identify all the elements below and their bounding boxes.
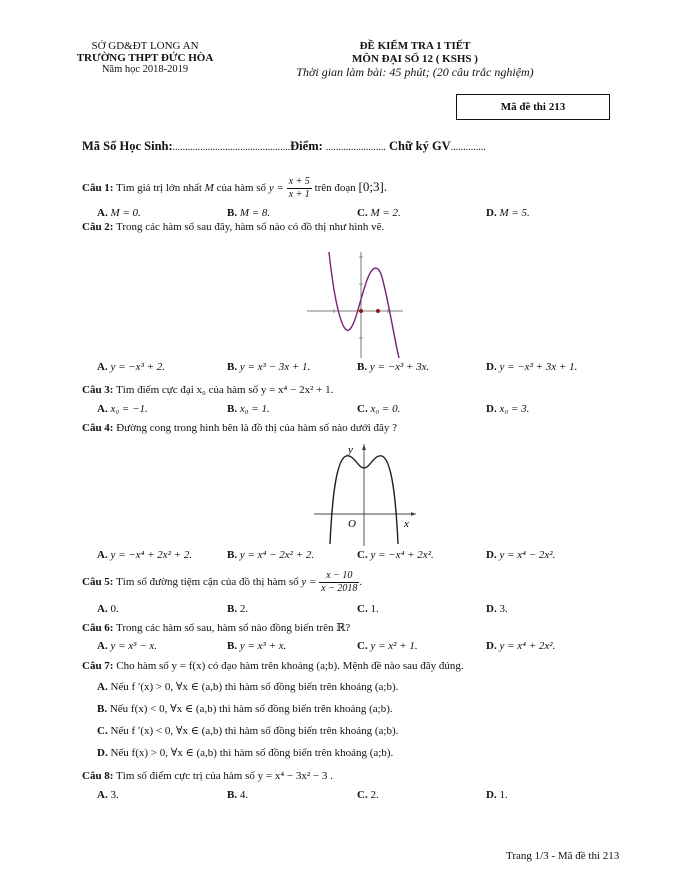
exam-subject: MÔN ĐẠI SỐ 12 ( KSHS ) <box>352 53 478 65</box>
question-3: Câu 3: Tìm điểm cực đại x₀ của hàm số y = x⁴ − 2x² + 1. <box>82 384 334 396</box>
answer-option[interactable]: B. y = x⁴ − 2x² + 2. <box>227 549 315 561</box>
answer-option[interactable]: A. Nếu f ′(x) > 0, ∀x ∈ (a,b) thì hàm số đồng biến trên khoảng (a;b). <box>97 681 399 693</box>
fraction: $\frac{x + 5}{x + 1}$ <box>288 176 310 200</box>
answer-option[interactable]: D. y = x⁴ + 2x². <box>486 640 556 652</box>
exam-header <box>270 40 560 79</box>
question-label: Câu 1: <box>82 182 114 195</box>
exam-duration: Thời gian làm bài: 45 phút; (20 câu trắc nghiệm) <box>296 65 534 79</box>
school-name: TRƯỜNG THPT ĐỨC HÒA <box>76 52 214 64</box>
school-year: Năm học 2018-2019 <box>101 64 189 75</box>
score-label: Điểm: <box>290 139 323 153</box>
question-8: Câu 8: Tìm số điểm cực trị của hàm số y = x⁴ − 3x² − 3 . <box>82 770 333 782</box>
quartic-graph-figure <box>312 440 420 548</box>
answer-option[interactable]: B. 4. <box>227 789 249 801</box>
answer-option[interactable]: D. y = x⁴ − 2x². <box>486 549 556 561</box>
answer-option[interactable]: D. y = −x³ + 3x + 1. <box>486 361 578 373</box>
origin-label: O <box>348 518 356 530</box>
student-info-line <box>82 139 486 154</box>
answer-option[interactable]: C. y = −x⁴ + 2x². <box>357 549 434 561</box>
answer-option[interactable]: A. y = −x⁴ + 2x² + 2. <box>97 549 193 561</box>
question-7: Câu 7: Cho hàm số y = f(x) có đạo hàm trên khoảng (a;b). Mệnh đề nào sau đây đúng. <box>82 660 464 672</box>
answer-option[interactable]: B. y = x³ + x. <box>227 640 287 652</box>
answer-option[interactable]: C. 2. <box>357 789 379 801</box>
x-axis-label: x <box>404 518 409 530</box>
answer-option[interactable]: A. M = 0. <box>97 207 141 219</box>
answer-option[interactable]: C. x₀ = 0. <box>357 403 401 415</box>
question-4: Câu 4: Đường cong trong hình bên là đồ thị của hàm số nào dưới đây ? <box>82 422 398 434</box>
answer-option[interactable]: D. M = 5. <box>486 207 530 219</box>
answer-option[interactable]: B. y = x³ − 3x + 1. <box>227 361 311 373</box>
score-field[interactable]: ........................ <box>325 142 386 153</box>
school-header <box>70 40 220 76</box>
question-6: Câu 6: Trong các hàm số sau, hàm số nào đồng biến trên ℝ? <box>82 622 351 634</box>
answer-option[interactable]: D. 3. <box>486 603 508 615</box>
root-point <box>359 309 363 313</box>
answer-option[interactable]: D. x₀ = 3. <box>486 403 530 415</box>
answer-option[interactable]: B. Nếu f(x) < 0, ∀x ∈ (a,b) thì hàm số đồng biến trên khoảng (a;b). <box>97 703 393 715</box>
student-id-label: Mã Số Học Sinh: <box>82 139 173 153</box>
student-id-field[interactable]: ............................................... <box>172 142 291 153</box>
answer-option[interactable]: C. Nếu f ′(x) < 0, ∀x ∈ (a,b) thì hàm số đồng biến trên khoảng (a;b). <box>97 725 399 737</box>
fraction: $\frac{x - 10}{x - 2018}$ <box>321 570 358 594</box>
cubic-graph-figure <box>305 248 405 360</box>
answer-option[interactable]: C. y = x² + 1. <box>357 640 418 652</box>
teacher-sign-field[interactable]: .............. <box>450 142 486 153</box>
question-1: Câu 1: Tìm giá trị lớn nhất M của hàm số y = $\frac{x + 5}{x + 1}$ trên đoạn [0;3]. <box>82 176 388 200</box>
answer-option[interactable]: B. 2. <box>227 603 249 615</box>
answer-option[interactable]: A. 0. <box>97 603 119 615</box>
answer-option[interactable]: B. y = −x³ + 3x. <box>357 361 430 373</box>
x-axis-arrow <box>411 512 416 516</box>
teacher-sign-label: Chữ ký GV <box>389 139 451 153</box>
answer-option[interactable]: A. y = −x³ + 2. <box>97 361 166 373</box>
exam-code-box: Mã đề thi 213 <box>456 94 610 120</box>
question-2: Câu 2: Trong các hàm số sau đây, hàm số nào có đồ thị như hình vẽ. <box>82 221 385 233</box>
cubic-curve <box>329 252 399 358</box>
root-point <box>376 309 380 313</box>
answer-option[interactable]: B. x₀ = 1. <box>227 403 270 415</box>
answer-option[interactable]: A. 3. <box>97 789 119 801</box>
y-axis-label: y <box>348 444 353 456</box>
answer-option[interactable]: D. Nếu f(x) > 0, ∀x ∈ (a,b) thì hàm số đồng biến trên khoảng (a;b). <box>97 747 394 759</box>
question-5: Câu 5: Tìm số đường tiệm cận của đồ thị hàm số y = $\frac{x - 10}{x - 2018}$ . <box>82 570 363 594</box>
exam-title: ĐỀ KIỂM TRA 1 TIẾT <box>359 40 471 52</box>
answer-option[interactable]: C. 1. <box>357 603 379 615</box>
answer-option[interactable]: C. M = 2. <box>357 207 401 219</box>
answer-option[interactable]: A. y = x³ − x. <box>97 640 157 652</box>
department-name: SỞ GD&ĐT LONG AN <box>91 40 199 52</box>
page-footer: Trang 1/3 - Mã đề thi 213 <box>506 850 620 862</box>
answer-option[interactable]: B. M = 8. <box>227 207 271 219</box>
y-axis-arrow <box>362 444 366 450</box>
answer-option[interactable]: D. 1. <box>486 789 508 801</box>
answer-option[interactable]: A. x₀ = −1. <box>97 403 148 415</box>
